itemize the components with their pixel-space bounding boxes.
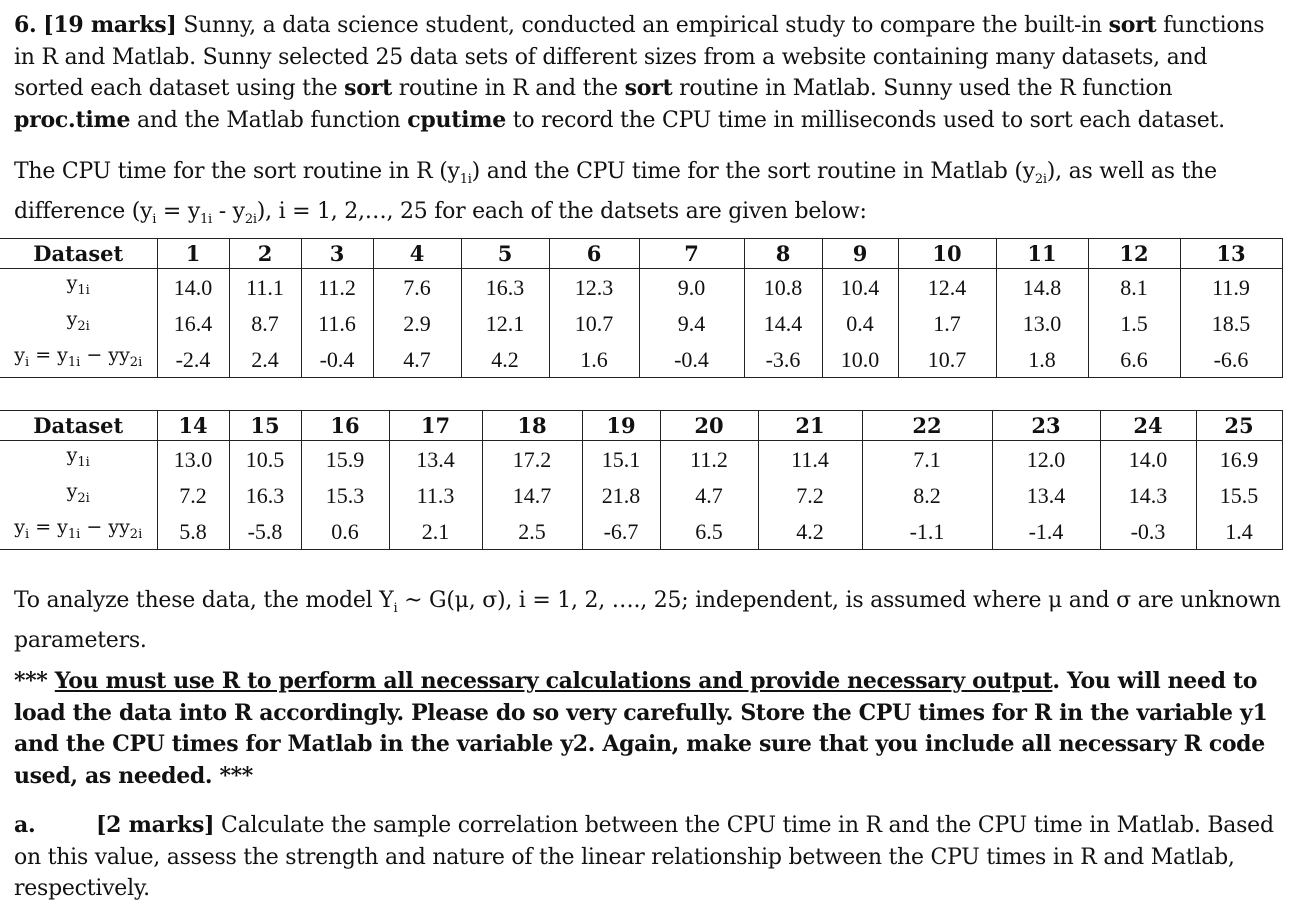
table-cell: 4.2	[461, 341, 549, 378]
question-number: 6.	[14, 12, 37, 38]
question-marks: [19 marks]	[43, 12, 177, 38]
part-a-text: Calculate the sample correlation between the CPU time in R and the CPU time in Matlab. Based on this value, assess the strength and nature of the linear relationship between the CPU times in R and Matlab, respectively.	[14, 813, 1274, 901]
table-cell: -5.8	[229, 513, 301, 550]
data-table-2	[0, 410, 1283, 550]
table-cell: -6.6	[1180, 341, 1282, 378]
desc-text-3: ), as well as the difference (y	[14, 159, 1217, 224]
row-label-sub: 1i	[77, 283, 90, 298]
table-cell: 5	[461, 239, 549, 269]
keyword-sort-3: sort	[624, 75, 673, 101]
data-description	[14, 156, 1282, 235]
part-a-marks: [2 marks]	[96, 812, 215, 838]
row-label-y2	[0, 477, 157, 513]
table-cell: 13.4	[992, 477, 1100, 513]
table-cell: 25	[1196, 411, 1282, 441]
desc-text-6: ), i = 1, 2,…, 25 for each of the datsets are given below:	[256, 198, 867, 224]
table-cell: 9.0	[639, 269, 744, 306]
intro-text-6: to record the CPU time in milliseconds used to sort each dataset.	[506, 107, 1225, 133]
desc-sub-1i: 1i	[459, 172, 472, 187]
row-label-y: y	[66, 480, 78, 502]
table-cell: 2.4	[229, 341, 301, 378]
table-cell: 16.3	[461, 269, 549, 306]
instruction-stars: ***	[14, 668, 55, 694]
table-cell: -6.7	[582, 513, 660, 550]
desc-sub-i: i	[152, 211, 157, 227]
data-table-1	[0, 238, 1283, 378]
table-cell: -0.4	[639, 341, 744, 378]
row-label-eq: = y	[29, 344, 68, 366]
row-label-sub: i	[24, 527, 30, 542]
table-cell: 15.5	[1196, 477, 1282, 513]
table-cell: 14.8	[996, 269, 1088, 306]
table-cell: 0.4	[822, 305, 898, 341]
table-cell: 16	[301, 411, 389, 441]
desc-text-2: ) and the CPU time for the sort routine in Matlab (y	[471, 159, 1035, 184]
row-label-sub: 1i	[77, 455, 90, 470]
table-cell: 4.7	[660, 477, 758, 513]
table-cell: 11.2	[660, 441, 758, 478]
table-cell: 17	[389, 411, 482, 441]
table-cell: 10.7	[549, 305, 639, 341]
table-cell: 12.0	[992, 441, 1100, 478]
table-cell: 10.7	[898, 341, 996, 378]
table-cell: 7.2	[157, 477, 229, 513]
keyword-sort-1: sort	[1108, 12, 1157, 38]
table-cell: 24	[1100, 411, 1196, 441]
table-cell: 3	[301, 239, 373, 269]
table-cell: 15	[229, 411, 301, 441]
row-label-eq: = y	[29, 516, 68, 538]
table-row-y1	[0, 269, 1282, 306]
instruction-rest: . You will need to load the data into R accordingly. Please do so very carefully. Store the CPU times for R in the variable y1 and the CPU times for Matlab in the variable y2. Again, make sure that you include all necessary R code used, as needed. ***	[14, 668, 1268, 789]
table-cell: -1.4	[992, 513, 1100, 550]
table-cell: 13.0	[996, 305, 1088, 341]
table-cell: 16.9	[1196, 441, 1282, 478]
table-cell: 15.1	[582, 441, 660, 478]
row-label-datasets	[0, 411, 157, 441]
table-cell: 21.8	[582, 477, 660, 513]
table-cell: 1.6	[549, 341, 639, 378]
intro-text-3: routine in R and the	[391, 76, 625, 101]
table-cell: 12.4	[898, 269, 996, 306]
table-cell: 2.9	[373, 305, 461, 341]
row-label-datasets	[0, 239, 157, 269]
table-cell: 12	[1088, 239, 1180, 269]
model-text-1: To analyze these data, the model Y	[14, 588, 394, 613]
table-cell: -0.3	[1100, 513, 1196, 550]
row-label-diff	[0, 513, 157, 550]
row-label-y: y	[66, 444, 78, 466]
table-row-diff	[0, 341, 1282, 378]
intro-text-4: routine in Matlab. Sunny used the R function	[672, 76, 1173, 101]
table-cell: 7	[639, 239, 744, 269]
table-cell: 11.3	[389, 477, 482, 513]
table-cell: 2.1	[389, 513, 482, 550]
row-label-text: Dataset	[33, 413, 124, 438]
table-cell: 4	[373, 239, 461, 269]
row-label-sub: 1i	[67, 527, 81, 542]
table-cell: 22	[862, 411, 992, 441]
row-label-y: y	[14, 516, 25, 538]
table-cell: 1.7	[898, 305, 996, 341]
table-row-y2	[0, 305, 1282, 341]
table-cell: 17.2	[482, 441, 582, 478]
table-cell: 11.6	[301, 305, 373, 341]
table-cell: 7.1	[862, 441, 992, 478]
table-cell: 20	[660, 411, 758, 441]
table-cell: 18	[482, 411, 582, 441]
row-label-y: y	[66, 308, 78, 330]
row-label-diff	[0, 341, 157, 378]
intro-text-5: and the Matlab function	[130, 107, 408, 133]
row-label-y1	[0, 441, 157, 478]
model-sub-i: i	[393, 601, 398, 616]
row-label-text: Dataset	[33, 241, 124, 266]
table-cell: 4.7	[373, 341, 461, 378]
row-label-sub: 1i	[67, 355, 81, 370]
table-cell: 10	[898, 239, 996, 269]
part-a	[14, 810, 1282, 905]
table-cell: 11.2	[301, 269, 373, 306]
table-cell: 12.1	[461, 305, 549, 341]
table-cell: 9.4	[639, 305, 744, 341]
model-statement	[14, 585, 1282, 656]
row-label-sub: 2i	[129, 355, 143, 370]
table-cell: 11.1	[229, 269, 301, 306]
instruction-underlined: You must use R to perform all necessary calculations and provide necessary output	[54, 668, 1053, 694]
table-cell: 1.4	[1196, 513, 1282, 550]
table-row-datasets	[0, 411, 1282, 441]
table-cell: 8.2	[862, 477, 992, 513]
table-cell: 10.5	[229, 441, 301, 478]
table-cell: 6.6	[1088, 341, 1180, 378]
table-cell: 7.6	[373, 269, 461, 306]
table-cell: 15.9	[301, 441, 389, 478]
table-cell: 11.4	[758, 441, 862, 478]
table-cell: 13	[1180, 239, 1282, 269]
keyword-cputime: cputime	[407, 106, 507, 133]
table-cell: 13.0	[157, 441, 229, 478]
keyword-sort-2: sort	[344, 75, 392, 101]
table-cell: 14.0	[1100, 441, 1196, 478]
row-label-y2	[0, 305, 157, 341]
table-cell: 2	[229, 239, 301, 269]
row-label-y1	[0, 269, 157, 306]
row-label-y: y	[14, 344, 25, 366]
row-label-sub: i	[24, 355, 30, 370]
table-cell: 10.8	[744, 269, 822, 306]
row-label-minus: − y	[80, 344, 120, 366]
table-cell: 16.4	[157, 305, 229, 341]
table-cell: 6.5	[660, 513, 758, 550]
keyword-proc-time: proc.time	[14, 106, 131, 133]
intro-text-2: functions in R and Matlab. Sunny selected 25 data sets of different sizes from a website containing many datasets, and sorted each dataset using the	[14, 13, 1265, 101]
table-cell: 11	[996, 239, 1088, 269]
part-a-label: a.	[14, 812, 36, 838]
table-cell: 14	[157, 411, 229, 441]
table-cell: 5.8	[157, 513, 229, 550]
desc-sub-1i-b: 1i	[200, 211, 212, 227]
table-cell: -0.4	[301, 341, 373, 378]
table-cell: 9	[822, 239, 898, 269]
desc-sub-2i: 2i	[1034, 172, 1047, 187]
table-cell: 2.5	[482, 513, 582, 550]
table-cell: 1.8	[996, 341, 1088, 378]
table-row-diff	[0, 513, 1282, 550]
table-cell: -1.1	[862, 513, 992, 550]
row-label-y: y	[119, 516, 130, 538]
row-label-sub: 2i	[77, 491, 90, 506]
table-cell: -3.6	[744, 341, 822, 378]
table-cell: 16.3	[229, 477, 301, 513]
table-cell: 23	[992, 411, 1100, 441]
table-cell: 8.7	[229, 305, 301, 341]
table-cell: 8	[744, 239, 822, 269]
row-label-minus: − y	[80, 516, 120, 538]
table-cell: 15.3	[301, 477, 389, 513]
table-cell: 10.4	[822, 269, 898, 306]
desc-sub-2i-b: 2i	[244, 211, 257, 227]
question-intro	[14, 10, 1282, 136]
table-row-y2	[0, 477, 1282, 513]
table-cell: 14.3	[1100, 477, 1196, 513]
table-cell: 10.0	[822, 341, 898, 378]
table-cell: 18.5	[1180, 305, 1282, 341]
desc-text-5: - y	[211, 198, 245, 224]
row-label-sub: 2i	[77, 319, 90, 334]
table-cell: 6	[549, 239, 639, 269]
row-label-sub: 2i	[129, 527, 143, 542]
table-cell: 19	[582, 411, 660, 441]
table-cell: 12.3	[549, 269, 639, 306]
table-row-datasets	[0, 239, 1282, 269]
table-cell: 13.4	[389, 441, 482, 478]
table-cell: 0.6	[301, 513, 389, 550]
table-cell: 21	[758, 411, 862, 441]
row-label-y: y	[119, 344, 130, 366]
table-row-y1	[0, 441, 1282, 478]
desc-text-1: The CPU time for the sort routine in R (y	[14, 159, 460, 184]
table-cell: 7.2	[758, 477, 862, 513]
table-cell: 11.9	[1180, 269, 1282, 306]
table-cell: -2.4	[157, 341, 229, 378]
table-cell: 1	[157, 239, 229, 269]
table-cell: 14.0	[157, 269, 229, 306]
table-cell: 4.2	[758, 513, 862, 550]
intro-text-1: Sunny, a data science student, conducted an empirical study to compare the built-in	[176, 13, 1109, 38]
table-cell: 14.4	[744, 305, 822, 341]
instruction-note	[14, 666, 1282, 792]
desc-text-4: = y	[156, 198, 201, 224]
table-cell: 14.7	[482, 477, 582, 513]
row-label-y: y	[66, 272, 78, 294]
table-cell: 1.5	[1088, 305, 1180, 341]
model-text-2: ~ G(μ, σ), i = 1, 2, …., 25; independent, is assumed where μ and σ are unknown parameters.	[14, 588, 1281, 653]
table-cell: 8.1	[1088, 269, 1180, 306]
